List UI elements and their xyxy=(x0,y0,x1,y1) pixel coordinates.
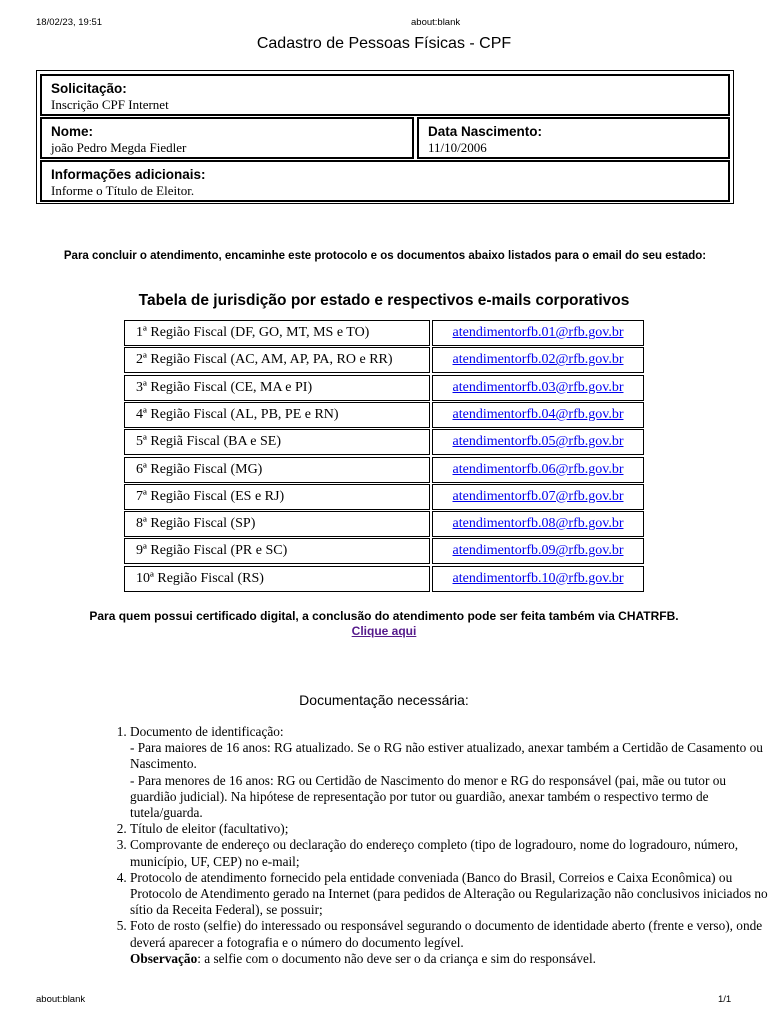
email-cell xyxy=(432,429,644,455)
nascimento-value: 11/10/2006 xyxy=(428,140,487,155)
list-item xyxy=(130,724,768,821)
info-box xyxy=(36,70,734,204)
email-cell xyxy=(432,511,644,537)
email-link[interactable]: atendimentorfb.05@rfb.gov.br xyxy=(452,434,624,450)
nome-label: Nome: xyxy=(51,124,94,139)
nome-cell xyxy=(40,117,414,159)
solicitacao-label: Solicitação: xyxy=(51,81,127,96)
table-row xyxy=(124,402,644,428)
clique-aqui-link[interactable]: Clique aqui xyxy=(351,624,417,638)
region-cell: 10ª Região Fiscal (RS) xyxy=(124,566,430,592)
region-cell: 7ª Região Fiscal (ES e RJ) xyxy=(124,484,430,510)
email-link[interactable]: atendimentorfb.08@rfb.gov.br xyxy=(452,516,624,532)
email-cell xyxy=(432,320,644,346)
nascimento-cell xyxy=(417,117,730,159)
instruction-text: Para concluir o atendimento, encaminhe este protocolo e os documentos abaixo listados para o email do seu estado: xyxy=(63,250,707,262)
region-cell: 6ª Região Fiscal (MG) xyxy=(124,457,430,483)
solicitacao-cell xyxy=(40,74,730,116)
doc-item-1-menores: - Para menores de 16 anos: RG ou Certidão de Nascimento do menor e RG do responsável (pai, mãe ou tutor ou guardião judicial). Na hipótese de representação por tutor ou guardião, anexar também o respectivo termo de tutela/guarda. xyxy=(130,772,726,821)
page-title: Cadastro de Pessoas Físicas - CPF xyxy=(256,35,512,52)
table-row xyxy=(124,484,644,510)
certificado-text: Para quem possui certificado digital, a conclusão do atendimento pode ser feita também via CHATRFB. xyxy=(89,609,679,623)
email-cell xyxy=(432,402,644,428)
jurisdiction-table-title: Tabela de jurisdição por estado e respectivos e-mails corporativos xyxy=(138,292,630,309)
footer-url: about:blank xyxy=(36,994,86,1005)
email-cell xyxy=(432,375,644,401)
region-cell: 2ª Região Fiscal (AC, AM, AP, PA, RO e RR) xyxy=(124,347,430,373)
region-cell: 3ª Região Fiscal (CE, MA e PI) xyxy=(124,375,430,401)
email-link[interactable]: atendimentorfb.07@rfb.gov.br xyxy=(452,488,624,504)
region-cell: 5ª Regiã Fiscal (BA e SE) xyxy=(124,429,430,455)
table-row xyxy=(124,429,644,455)
email-cell xyxy=(432,566,644,592)
list-item xyxy=(130,837,768,869)
print-url: about:blank xyxy=(411,17,461,28)
email-link[interactable]: atendimentorfb.09@rfb.gov.br xyxy=(452,543,624,559)
table-row xyxy=(124,538,644,564)
doc-item-4: Protocolo de atendimento fornecido pela entidade conveniada (Banco do Brasil, Correios e Caixa Econômica) ou Protocolo de Atendimento gerado na Internet (para pedidos de Alteração ou Regularização não conclusivos iniciados no sítio da Receita Federal), se possuir; xyxy=(130,869,768,918)
table-row xyxy=(124,375,644,401)
list-item xyxy=(130,870,768,919)
table-row xyxy=(124,566,644,592)
table-row xyxy=(124,347,644,373)
doc-item-5: Foto de rosto (selfie) do interessado ou responsável segurando o documento de identidade aberto (frente e verso), onde deverá aparecer a fotografia e o número do documento legível. xyxy=(130,918,763,950)
table-row xyxy=(124,320,644,346)
doc-item-2: Título de eleitor (facultativo); xyxy=(130,821,289,837)
observacao-text: : a selfie com o documento não deve ser o da criança e sim do responsável. xyxy=(197,950,596,966)
doc-item-1-maiores: - Para maiores de 16 anos: RG atualizado. Se o RG não estiver atualizado, anexar também a Certidão de Casamento ou Nascimento. xyxy=(130,740,763,772)
region-cell: 9ª Região Fiscal (PR e SC) xyxy=(124,538,430,564)
docs-list xyxy=(89,724,768,967)
info-adicionais-value: Informe o Título de Eleitor. xyxy=(51,183,195,198)
docs-title: Documentação necessária: xyxy=(299,692,469,708)
email-link[interactable]: atendimentorfb.04@rfb.gov.br xyxy=(452,406,624,422)
email-link[interactable]: atendimentorfb.02@rfb.gov.br xyxy=(452,352,624,368)
email-cell xyxy=(432,457,644,483)
observacao-label: Observação xyxy=(130,950,198,966)
region-cell: 8ª Região Fiscal (SP) xyxy=(124,511,430,537)
doc-item-1-title: Documento de identificação: xyxy=(130,724,284,739)
email-cell xyxy=(432,484,644,510)
email-cell xyxy=(432,538,644,564)
region-cell: 1ª Região Fiscal (DF, GO, MT, MS e TO) xyxy=(124,320,430,346)
solicitacao-value: Inscrição CPF Internet xyxy=(51,97,169,112)
email-link[interactable]: atendimentorfb.10@rfb.gov.br xyxy=(452,570,624,586)
info-adicionais-cell xyxy=(40,160,730,202)
nascimento-label: Data Nascimento: xyxy=(428,124,543,139)
list-item xyxy=(130,821,768,837)
email-link[interactable]: atendimentorfb.06@rfb.gov.br xyxy=(452,461,624,477)
table-row xyxy=(124,511,644,537)
doc-item-3: Comprovante de endereço ou declaração do endereço completo (tipo de logradouro, nome do logradouro, número, município, UF, CEP) no e-mail; xyxy=(130,837,739,869)
region-cell: 4ª Região Fiscal (AL, PB, PE e RN) xyxy=(124,402,430,428)
email-cell xyxy=(432,347,644,373)
info-adicionais-label: Informações adicionais: xyxy=(51,167,206,182)
table-row xyxy=(124,457,644,483)
nome-value: joão Pedro Megda Fiedler xyxy=(51,140,187,155)
email-link[interactable]: atendimentorfb.03@rfb.gov.br xyxy=(452,379,624,395)
email-link[interactable]: atendimentorfb.01@rfb.gov.br xyxy=(452,325,624,340)
footer-page: 1/1 xyxy=(718,994,732,1005)
list-item xyxy=(130,918,768,967)
print-datetime: 18/02/23, 19:51 xyxy=(36,17,103,28)
